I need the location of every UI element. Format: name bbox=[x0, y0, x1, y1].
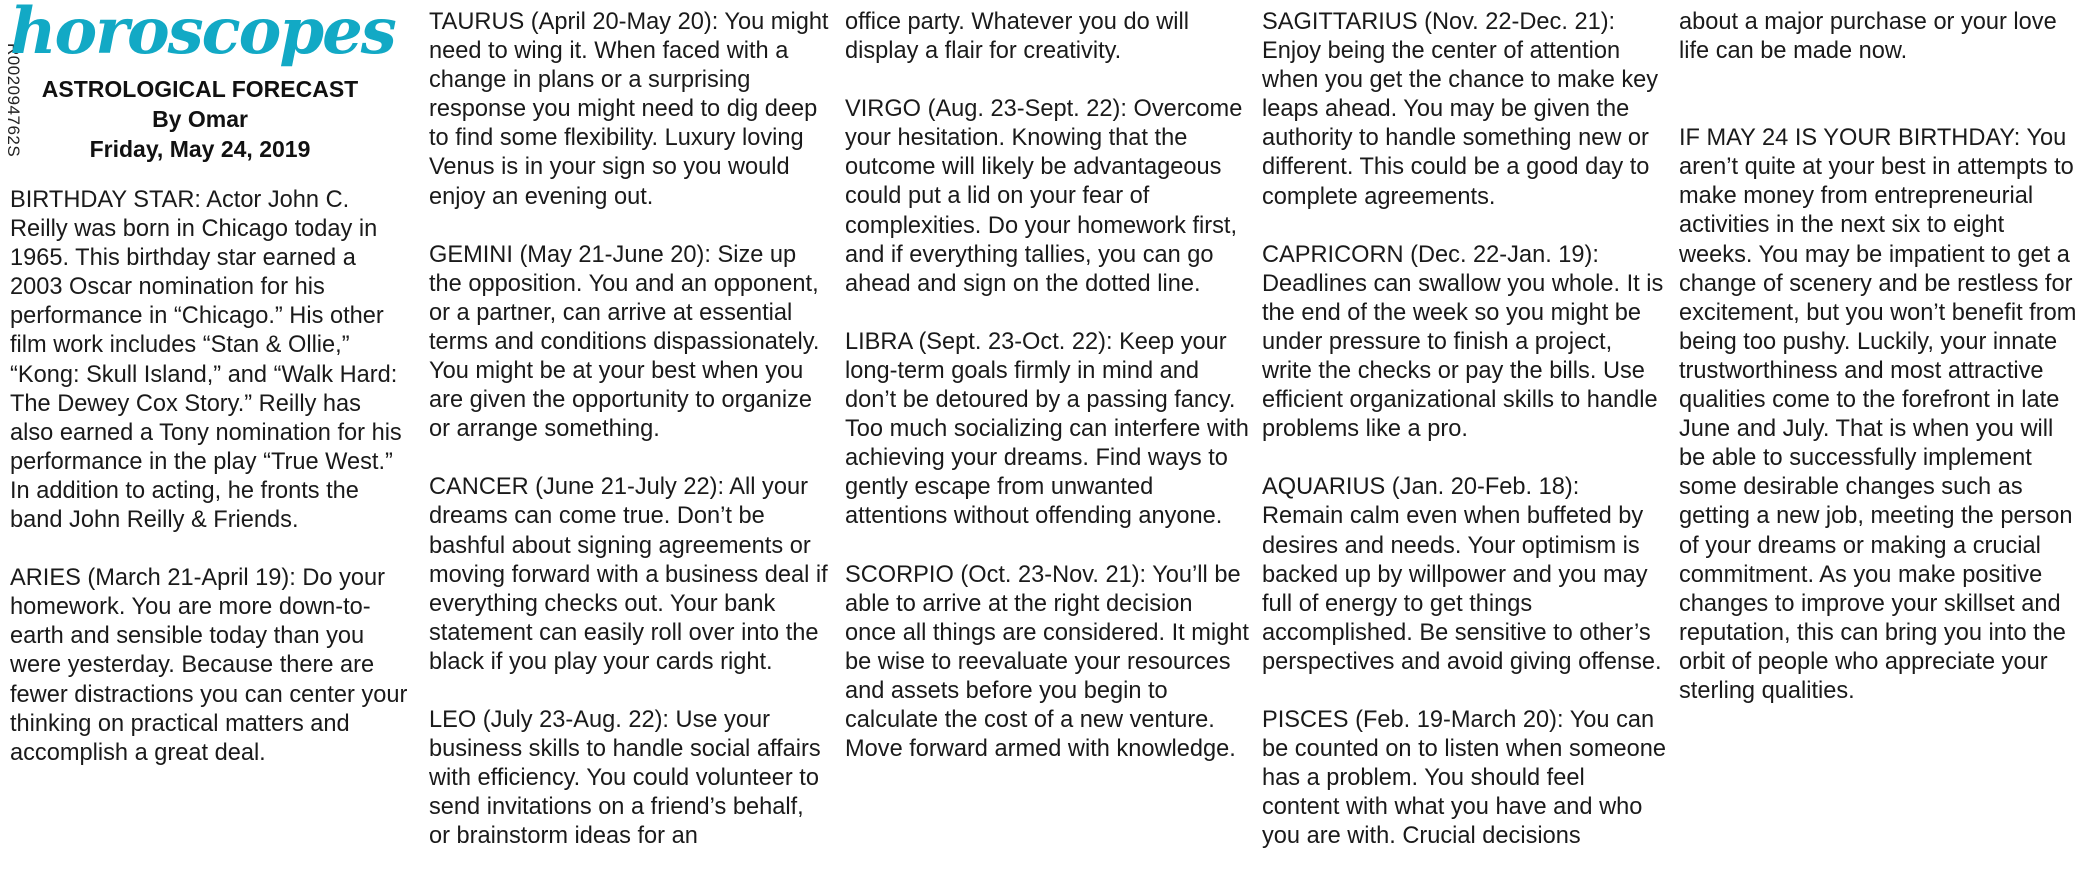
column-3 bbox=[845, 8, 1250, 793]
masthead-title: horoscopes bbox=[10, 0, 395, 69]
sagittarius-entry: SAGITTARIUS (Nov. 22-Dec. 21): Enjoy being the center of attention when you get the chance to make key leaps ahead. You may be given the authority to handle something new or different. This could be a good day to complete agreements. bbox=[1262, 9, 1659, 210]
aquarius-entry: AQUARIUS (Jan. 20-Feb. 18): Remain calm even when buffeted by desires and needs. Your optimism is backed up by willpower and you may full of energy to get things accomplished. Be sensitive to other’s perspectives and avoid giving offense. bbox=[1262, 474, 1662, 675]
cancer-entry: CANCER (June 21-July 22): All your dreams can come true. Don’t be bashful about signing agreements or moving forward with a business deal if everything checks out. Your bank statement can easily roll over into the black if you play your cards right. bbox=[429, 474, 828, 675]
gemini-entry: GEMINI (May 21-June 20): Size up the opposition. You and an opponent, or a partner, can arrive at essential terms and conditions dispassionately. You might be at your best when you are given the opportunity to organize or arrange something. bbox=[429, 241, 820, 443]
publish-date: Friday, May 24, 2019 bbox=[89, 136, 311, 162]
capricorn-entry: CAPRICORN (Dec. 22-Jan. 19): Deadlines can swallow you whole. It is the end of the week so you might be under pressure to finish a project, write the checks or pay the bills. Use efficient organizational skills to handle problems like a pro. bbox=[1262, 241, 1664, 443]
libra-entry: LIBRA (Sept. 23-Oct. 22): Keep your long-term goals firmly in mind and don’t be detoured by a passing fancy. Too much socializing can interfere with achieving your dreams. Find ways to gently escape from unwanted attentions without offending anyone. bbox=[845, 328, 1249, 530]
column-2 bbox=[429, 8, 829, 880]
byline bbox=[10, 74, 390, 164]
pisces-entry-continued: about a major purchase or your love life can be made now. bbox=[1679, 9, 2057, 65]
column-1 bbox=[10, 0, 410, 797]
leo-entry-continued: office party. Whatever you do will display a flair for creativity. bbox=[845, 9, 1190, 65]
aries-entry: ARIES (March 21-April 19): Do your homework. You are more down-to-earth and sensible today than you were yesterday. Because there are fewer distractions you can center your thinking on practical matters and accomplish a great deal. bbox=[10, 565, 408, 766]
virgo-entry: VIRGO (Aug. 23-Sept. 22): Overcome your hesitation. Knowing that the outcome will likely be advantageous could put a lid on your fear of complexities. Do your homework first, and if everything tallies, you can go ahead and sign on the dotted line. bbox=[845, 96, 1243, 297]
birthday-star-entry: BIRTHDAY STAR: Actor John C. Reilly was born in Chicago today in 1965. This birthday star earned a 2003 Oscar nomination for his performance in “Chicago.” His other film work includes “Stan & Ollie,” “Kong: Skull Island,” and “Walk Hard: The Dewey Cox Story.” Reilly has also earned a Tony nomination for his performance in the play “True West.” In addition to acting, he fronts the band John Reilly & Friends. bbox=[10, 187, 402, 534]
leo-entry: LEO (July 23-Aug. 22): Use your business skills to handle social affairs with efficiency. You could volunteer to send invitations on a friend’s behalf, or brainstorm ideas for an bbox=[429, 706, 821, 850]
your-birthday-entry: IF MAY 24 IS YOUR BIRTHDAY: You aren’t quite at your best in attempts to make money from entrepreneurial activities in the next six to eight weeks. You may be impatient to get a change of scenery and be restless for excitement, but you won’t benefit from being too pushy. Luckily, your innate trustworthiness and most attractive qualities come to the forefront in late June and July. That is when you will be able to successfully implement some desirable changes such as getting a new job, meeting the person of your dreams or making a crucial commitment. As you make positive changes to improve your skillset and reputation, this can bring you into the orbit of people who appreciate your sterling qualities. bbox=[1679, 125, 2077, 704]
section-title: ASTROLOGICAL FORECAST bbox=[41, 76, 359, 102]
column-4 bbox=[1262, 8, 1667, 880]
column-5 bbox=[1679, 8, 2079, 735]
taurus-entry: TAURUS (April 20-May 20): You might need to wing it. When faced with a change in plans or a surprising response you might need to dig deep to find some flexibility. Luxury loving Venus is in your sign so you would enjoy an evening out. bbox=[429, 9, 829, 210]
pisces-entry: PISCES (Feb. 19-March 20): You can be counted on to listen when someone has a problem. You should feel content with what you have and who you are with. Crucial decisions bbox=[1262, 706, 1666, 850]
side-code: R002094762S bbox=[4, 43, 23, 158]
scorpio-entry: SCORPIO (Oct. 23-Nov. 21): You’ll be able to arrive at the right decision once all things are considered. It might be wise to reevaluate your resources and assets before you begin to calculate the cost of a new venture. Move forward armed with knowledge. bbox=[845, 561, 1249, 763]
author: By Omar bbox=[152, 106, 248, 132]
